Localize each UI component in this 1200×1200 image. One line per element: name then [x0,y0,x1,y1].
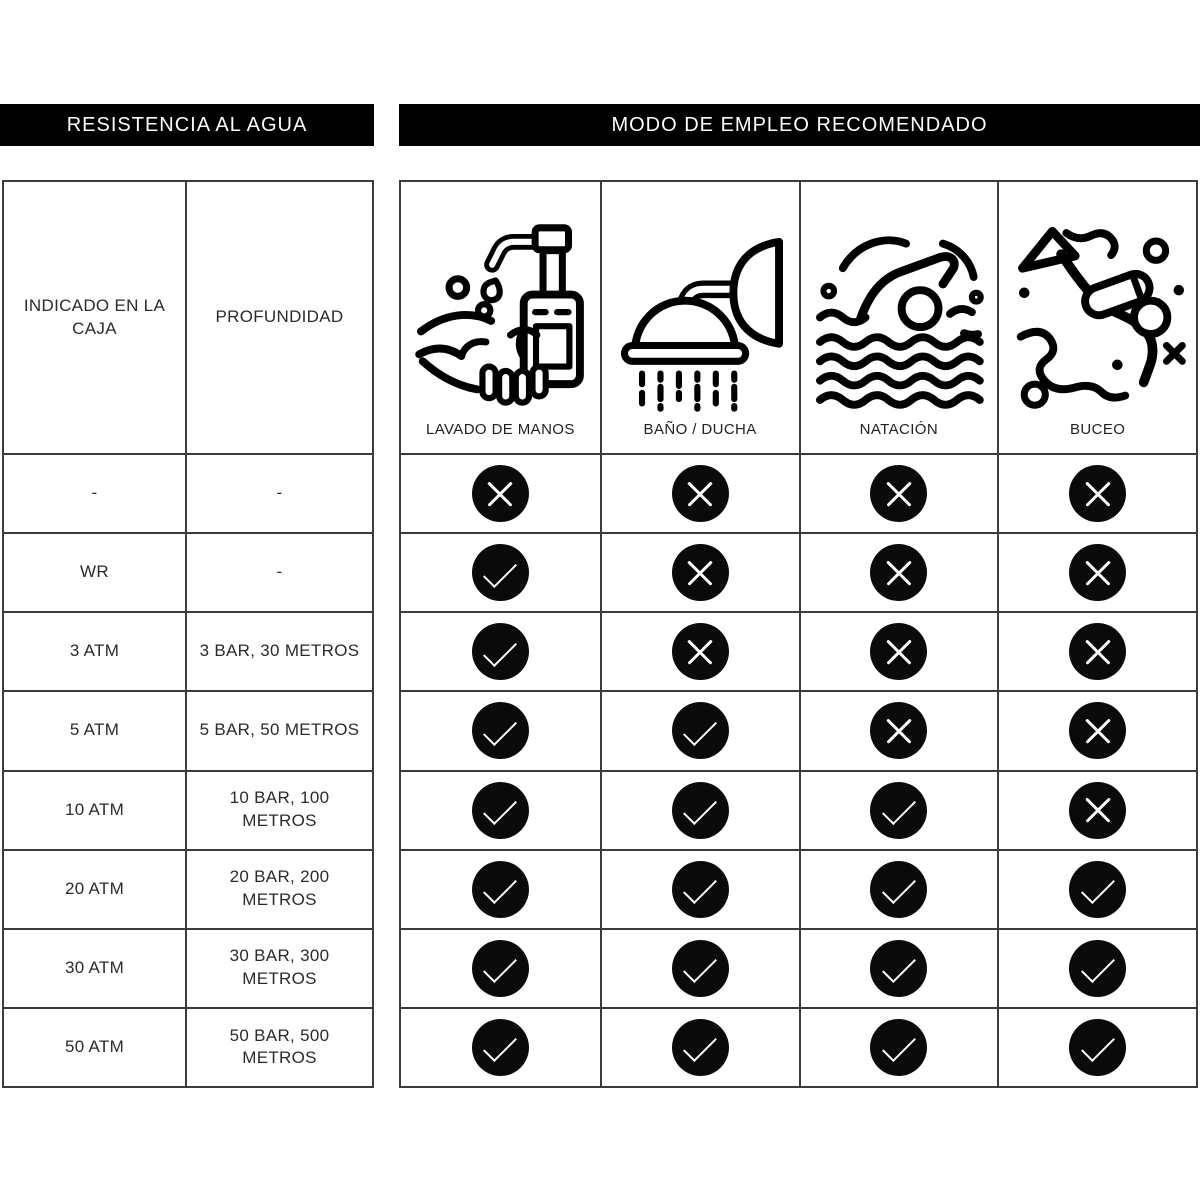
matrix-cell [997,611,1196,690]
check-icon [472,861,529,918]
check-icon [672,940,729,997]
cross-icon [672,544,729,601]
table-cell: WR [4,532,185,611]
usage-column-diving [997,182,1196,453]
matrix-cell [401,849,600,928]
check-icon [870,1019,927,1076]
check-icon [672,861,729,918]
table-cell: 30 ATM [4,928,185,1007]
usage-label: BAÑO / DUCHA [643,420,757,438]
check-icon [870,861,927,918]
matrix-cell [997,1007,1196,1086]
check-icon [870,940,927,997]
usage-column-shower [600,182,799,453]
cross-icon [870,702,927,759]
cross-icon [672,623,729,680]
matrix-cell [401,690,600,769]
cross-icon [1069,702,1126,759]
usage-label: LAVADO DE MANOS [425,420,575,438]
matrix-cell [600,1007,799,1086]
matrix-cell [799,1007,998,1086]
matrix-cell [600,849,799,928]
water-resistance-table [2,180,374,1088]
shower-icon [612,212,788,414]
matrix-cell [401,770,600,849]
column-header-profundidad: PROFUNDIDAD [185,182,372,453]
left-section-title: RESISTENCIA AL AGUA [66,113,308,136]
cross-icon [1069,544,1126,601]
check-icon [472,544,529,601]
matrix-cell [799,453,998,532]
check-icon [472,623,529,680]
table-cell: - [4,453,185,532]
cross-icon [1069,623,1126,680]
table-cell: - [185,453,372,532]
matrix-cell [799,928,998,1007]
table-cell: - [185,532,372,611]
check-icon [472,782,529,839]
check-icon [1069,861,1126,918]
handwash-icon [412,212,588,414]
table-cell: 3 ATM [4,611,185,690]
usage-matrix-table [399,180,1198,1088]
swimming-icon [811,212,987,414]
usage-label: NATACIÓN [859,420,939,438]
diving-icon [1010,212,1186,414]
matrix-cell [600,690,799,769]
cross-icon [472,465,529,522]
matrix-cell [997,849,1196,928]
matrix-cell [997,928,1196,1007]
matrix-cell [600,532,799,611]
matrix-cell [401,928,600,1007]
check-icon [1069,1019,1126,1076]
matrix-cell [600,928,799,1007]
table-cell: 50 BAR, 500 METROS [185,1007,372,1086]
cross-icon [672,465,729,522]
matrix-cell [401,453,600,532]
cross-icon [1069,465,1126,522]
table-cell: 10 BAR, 100 METROS [185,770,372,849]
cross-icon [870,465,927,522]
table-cell: 3 BAR, 30 METROS [185,611,372,690]
cross-icon [870,544,927,601]
check-icon [870,782,927,839]
table-cell: 20 ATM [4,849,185,928]
right-section-header [399,104,1200,146]
check-icon [672,782,729,839]
check-icon [472,1019,529,1076]
matrix-cell [799,849,998,928]
check-icon [1069,940,1126,997]
matrix-cell [997,770,1196,849]
cross-icon [1069,782,1126,839]
matrix-cell [799,690,998,769]
matrix-cell [997,532,1196,611]
matrix-cell [600,453,799,532]
usage-column-swimming [799,182,998,453]
check-icon [472,940,529,997]
check-icon [672,702,729,759]
matrix-cell [997,453,1196,532]
check-icon [672,1019,729,1076]
check-icon [472,702,529,759]
cross-icon [870,623,927,680]
matrix-cell [401,532,600,611]
usage-column-handwash [401,182,600,453]
usage-label: BUCEO [1069,420,1126,438]
table-cell: 10 ATM [4,770,185,849]
table-cell: 5 ATM [4,690,185,769]
table-cell: 30 BAR, 300 METROS [185,928,372,1007]
table-cell: 5 BAR, 50 METROS [185,690,372,769]
matrix-cell [401,611,600,690]
matrix-cell [799,770,998,849]
column-header-caja: INDICADO EN LA CAJA [23,295,166,338]
matrix-cell [799,532,998,611]
matrix-cell [600,770,799,849]
matrix-cell [600,611,799,690]
table-cell: 20 BAR, 200 METROS [185,849,372,928]
table-cell: 50 ATM [4,1007,185,1086]
matrix-cell [401,1007,600,1086]
matrix-cell [799,611,998,690]
right-section-title: MODO DE EMPLEO RECOMENDADO [611,113,988,136]
matrix-cell [997,690,1196,769]
left-section-header [0,104,374,146]
